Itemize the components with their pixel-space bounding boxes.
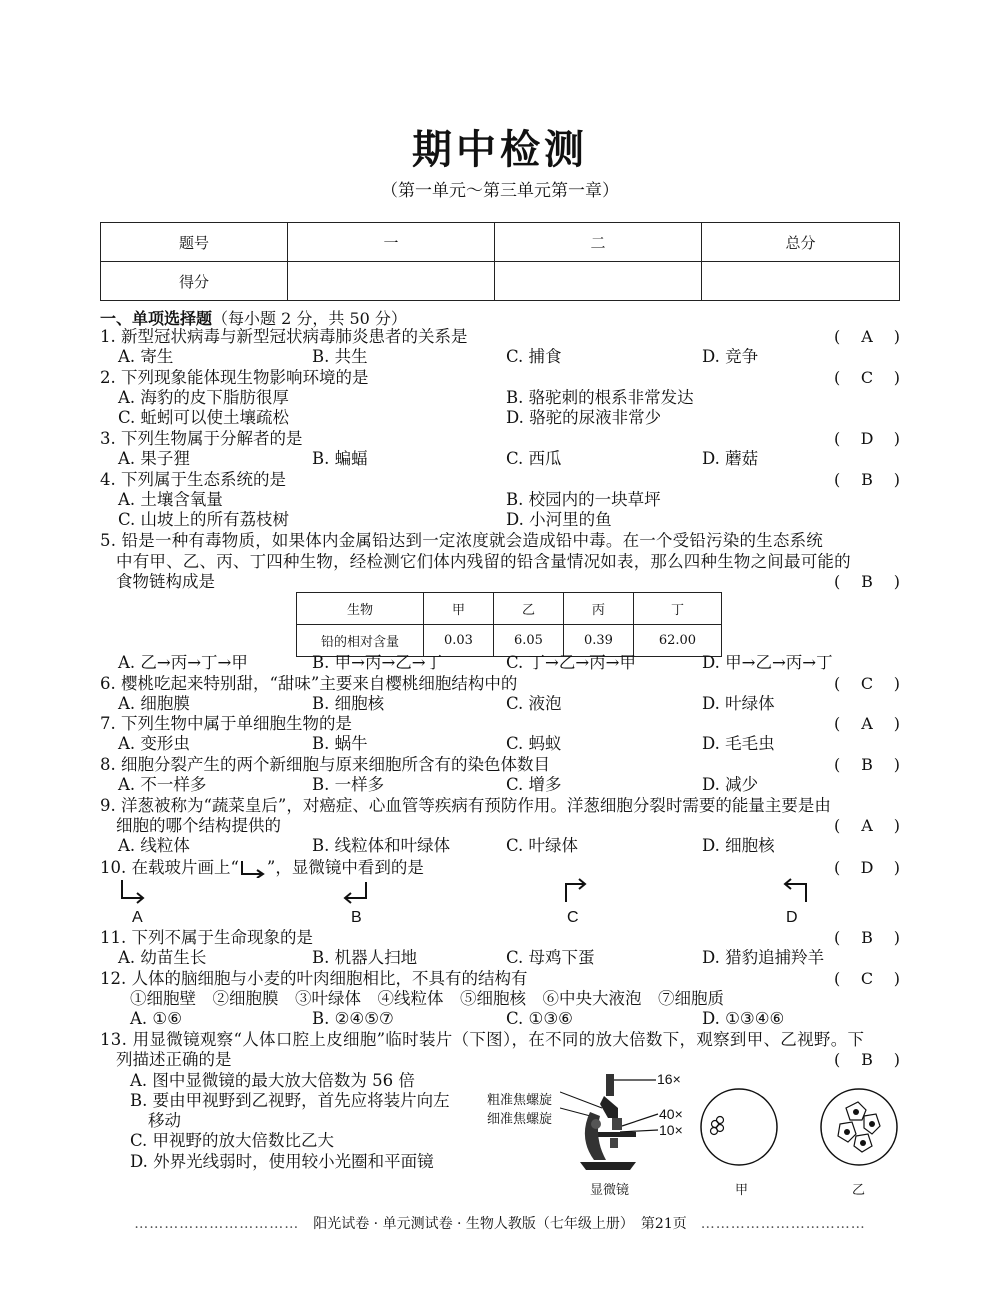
score-table	[100, 222, 900, 301]
answer-bracket: ( A )	[834, 816, 900, 835]
option: B. 要由甲视野到乙视野，首先应将装片向左	[130, 1091, 450, 1110]
option: B. 共生	[312, 347, 368, 366]
option: A. 变形虫	[118, 734, 190, 753]
question-stem: 列描述正确的是	[116, 1050, 232, 1069]
option: D. 竞争	[702, 347, 759, 366]
option-label: A	[132, 909, 143, 926]
option: D. 外界光线弱时，使用较小光圈和平面镜	[130, 1152, 434, 1171]
option: C. 蚯蚓可以使土壤疏松	[118, 408, 290, 427]
option: D. 猎豹追捕羚羊	[702, 948, 825, 967]
option: C. 液泡	[506, 694, 562, 713]
lead-table-header: 丁	[633, 593, 721, 625]
answer-bracket: ( B )	[834, 928, 900, 947]
lead-table-cell: 铅的相对含量	[297, 625, 424, 657]
option: A. 线粒体	[118, 836, 190, 855]
arrow-option-c-figure	[562, 878, 592, 904]
lead-content-table	[296, 592, 722, 657]
answer-bracket: ( B )	[834, 1050, 900, 1069]
page-footer: …………………………… 阳光试卷 · 单元测试卷 · 生物人教版（七年级上册） 第21页 ……………………………	[134, 1216, 866, 1232]
option-items: ①细胞壁 ②细胞膜 ③叶绿体 ④线粒体 ⑤细胞核 ⑥中央大液泡 ⑦细胞质	[130, 989, 724, 1008]
score-input-cell[interactable]	[288, 262, 495, 301]
option: D. 叶绿体	[702, 694, 775, 713]
score-header-cell: 题号	[101, 223, 288, 262]
bent-arrow-figure	[239, 860, 267, 878]
figure-caption-microscope: 显微镜	[590, 1183, 630, 1198]
option: C. ①③⑥	[506, 1009, 573, 1028]
option: A. 图中显微镜的最大放大倍数为 56 倍	[130, 1071, 415, 1090]
option: C. 西瓜	[506, 449, 562, 468]
question-stem: 7. 下列生物中属于单细胞生物的是	[100, 714, 352, 733]
lead-table-header: 丙	[563, 593, 633, 625]
answer-bracket: ( B )	[834, 470, 900, 489]
lead-table-cell: 6.05	[493, 625, 563, 657]
score-label-cell: 得分	[101, 262, 288, 301]
option: C. 甲视野的放大倍数比乙大	[130, 1131, 335, 1150]
question-stem: 5. 铅是一种有毒物质，如果体内金属铅达到一定浓度就会造成铅中毒。在一个受铅污染的生态系统	[100, 531, 823, 550]
section-heading: 一、单项选择题（每小题 2 分，共 50 分）	[100, 309, 407, 328]
answer-bracket: ( B )	[834, 755, 900, 774]
option-label: B	[351, 909, 362, 926]
answer-bracket: ( A )	[834, 327, 900, 346]
option-label: C	[567, 909, 579, 926]
option: D. 蘑菇	[702, 449, 759, 468]
figure-label-coarse: 粗准焦螺旋	[487, 1093, 553, 1108]
option: B. ②④⑤⑦	[312, 1009, 394, 1028]
view-a-figure	[698, 1086, 780, 1168]
question-stem: 中有甲、乙、丙、丁四种生物，经检测它们体内残留的铅含量情况如表，那么四种生物之间最可能的	[116, 552, 851, 571]
option: C. 蚂蚁	[506, 734, 562, 753]
question-stem: 6. 樱桃吃起来特别甜，“甜味”主要来自樱桃细胞结构中的	[100, 674, 518, 693]
score-header-cell: 一	[288, 223, 495, 262]
view-b-figure	[818, 1086, 900, 1168]
answer-bracket: ( C )	[834, 969, 900, 988]
figure-label-eyepiece: 16×	[657, 1071, 681, 1087]
score-input-cell[interactable]	[702, 262, 900, 301]
figure-caption-view-b: 乙	[852, 1183, 866, 1198]
figure-label-fine: 细准焦螺旋	[487, 1112, 553, 1127]
arrow-option-b-figure	[340, 880, 370, 906]
answer-bracket: ( B )	[834, 572, 900, 591]
question-stem: 1. 新型冠状病毒与新型冠状病毒肺炎患者的关系是	[100, 327, 468, 346]
arrow-option-d-figure	[780, 878, 810, 904]
option: D. 小河里的鱼	[506, 510, 612, 529]
option: D. 甲→乙→丙→丁	[702, 653, 833, 672]
option-label: D	[786, 909, 798, 926]
option: A. 海豹的皮下脂肪很厚	[118, 388, 289, 407]
option: C. 叶绿体	[506, 836, 579, 855]
answer-bracket: ( A )	[834, 714, 900, 733]
question-stem: 食物链构成是	[116, 572, 215, 591]
option: C. 增多	[506, 775, 562, 794]
question-stem: 细胞的哪个结构提供的	[116, 816, 281, 835]
option: A. 细胞膜	[118, 694, 190, 713]
option: B. 骆驼刺的根系非常发达	[506, 388, 694, 407]
question-stem: 9. 洋葱被称为“蔬菜皇后”，对癌症、心血管等疾病有预防作用。洋葱细胞分裂时需要的能量主要是由	[100, 796, 831, 815]
option: B. 一样多	[312, 775, 385, 794]
figure-caption-view-a: 甲	[735, 1183, 749, 1198]
option: A. 不一样多	[118, 775, 207, 794]
question-stem: 11. 下列不属于生命现象的是	[100, 928, 313, 947]
option: C. 丁→乙→丙→甲	[506, 653, 637, 672]
lead-table-header: 乙	[493, 593, 563, 625]
answer-bracket: ( D )	[834, 429, 900, 448]
answer-bracket: ( C )	[834, 368, 900, 387]
question-stem: 13. 用显微镜观察“人体口腔上皮细胞”临时装片（下图），在不同的放大倍数下，观察到甲、乙视野。下	[100, 1030, 865, 1049]
option: D. 减少	[702, 775, 759, 794]
score-input-cell[interactable]	[495, 262, 702, 301]
option: 移动	[148, 1111, 181, 1130]
option: A. 寄生	[118, 347, 174, 366]
lead-table-header: 甲	[424, 593, 494, 625]
option: A. 乙→丙→丁→甲	[118, 653, 248, 672]
option: B. 蜗牛	[312, 734, 368, 753]
question-stem: 4. 下列属于生态系统的是	[100, 470, 286, 489]
question-stem: 10. 在载玻片画上“ ”，显微镜中看到的是	[100, 858, 424, 877]
page-subtitle: （第一单元～第三单元第一章）	[381, 181, 619, 201]
option: B. 机器人扫地	[312, 948, 418, 967]
score-header-cell: 二	[495, 223, 702, 262]
option: A. 土壤含氧量	[118, 490, 223, 509]
option: A. 幼苗生长	[118, 948, 207, 967]
question-stem: 3. 下列生物属于分解者的是	[100, 429, 303, 448]
lead-table-header: 生物	[297, 593, 424, 625]
figure-label-objective-low: 10×	[659, 1122, 683, 1138]
answer-bracket: ( C )	[834, 674, 900, 693]
question-stem: 2. 下列现象能体现生物影响环境的是	[100, 368, 369, 387]
option: B. 线粒体和叶绿体	[312, 836, 451, 855]
page-title: 期中检测	[412, 126, 588, 173]
option: C. 山坡上的所有荔枝树	[118, 510, 290, 529]
lead-table-cell: 0.39	[563, 625, 633, 657]
option: A. ①⑥	[130, 1009, 182, 1028]
option: D. 毛毛虫	[702, 734, 775, 753]
option: A. 果子狸	[118, 449, 190, 468]
option: D. 骆驼的尿液非常少	[506, 408, 662, 427]
option: D. ①③④⑥	[702, 1009, 785, 1028]
answer-bracket: ( D )	[834, 858, 900, 877]
arrow-option-a-figure	[118, 878, 148, 904]
lead-table-cell: 62.00	[633, 625, 721, 657]
score-header-cell: 总分	[702, 223, 900, 262]
option: D. 细胞核	[702, 836, 775, 855]
option: C. 捕食	[506, 347, 562, 366]
question-stem: 12. 人体的脑细胞与小麦的叶肉细胞相比，不具有的结构有	[100, 969, 528, 988]
figure-label-objective-high: 40×	[659, 1106, 683, 1122]
lead-table-cell: 0.03	[424, 625, 494, 657]
option: B. 细胞核	[312, 694, 385, 713]
question-stem: 8. 细胞分裂产生的两个新细胞与原来细胞所含有的染色体数目	[100, 755, 550, 774]
option: B. 甲→丙→乙→丁	[312, 653, 443, 672]
option: C. 母鸡下蛋	[506, 948, 595, 967]
option: B. 校园内的一块草坪	[506, 490, 661, 509]
option: B. 蝙蝠	[312, 449, 368, 468]
